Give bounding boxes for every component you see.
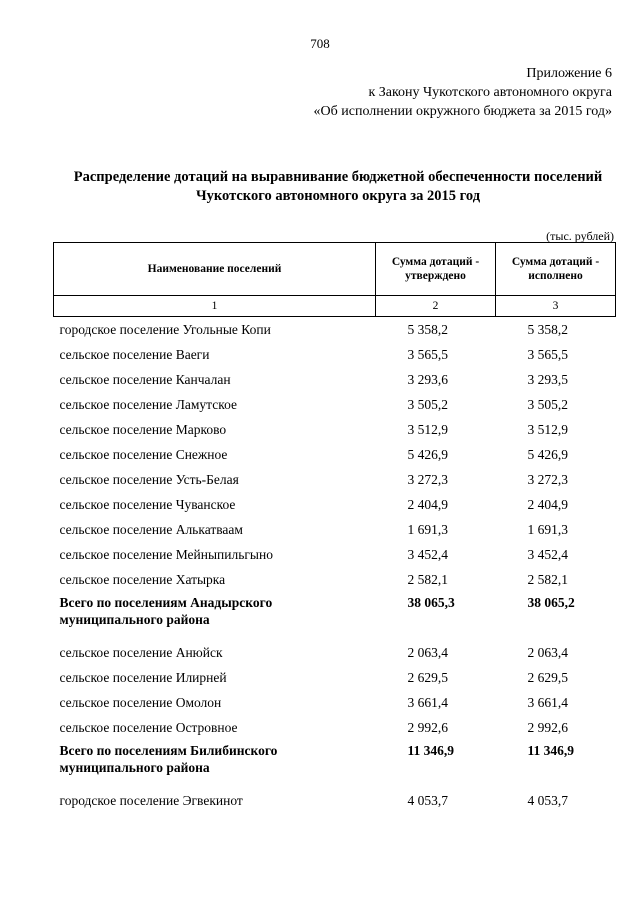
table-row [54, 442, 616, 467]
table-row [54, 715, 616, 740]
executed-amount: 2 404,9 [527, 496, 568, 512]
approved-amount: 11 346,9 [407, 743, 455, 758]
executed-amount: 3 512,9 [527, 421, 568, 437]
header-approved: Сумма дотаций - утверждено [376, 243, 496, 296]
table-row [54, 492, 616, 517]
table-row [54, 788, 616, 813]
title-line-1: Распределение дотаций на выравнивание бюджетной обеспеченности поселений [73, 169, 603, 185]
approved-amount: 5 426,9 [407, 446, 448, 462]
document-title [40, 168, 636, 206]
settlement-name: сельское поселение Снежное [59, 446, 228, 462]
approved-amount: 3 505,2 [407, 396, 448, 412]
approved-amount: 2 629,5 [407, 669, 448, 685]
executed-amount: 3 565,5 [527, 346, 568, 362]
settlement-name: Всего по поселениям Билибинского муниципального района [59, 743, 278, 775]
column-number-3: 3 [496, 296, 616, 317]
title-line-2: Чукотского автономного округа за 2015 год [195, 188, 481, 204]
approved-amount: 3 512,9 [407, 421, 448, 437]
executed-amount: 2 992,6 [527, 719, 568, 735]
table-row [54, 392, 616, 417]
header-executed: Сумма дотаций - исполнено [496, 243, 616, 296]
approved-amount: 5 358,2 [407, 321, 448, 337]
table-body [54, 317, 616, 814]
appendix-line-3: «Об исполнении окружного бюджета за 2015 год» [313, 104, 612, 119]
approved-amount: 2 063,4 [407, 644, 448, 660]
table-row [54, 342, 616, 367]
approved-amount: 3 293,6 [407, 371, 448, 387]
settlement-name: сельское поселение Анюйск [59, 644, 223, 660]
column-number-1: 1 [54, 296, 376, 317]
approved-amount: 3 565,5 [407, 346, 448, 362]
units-note: (тыс. рублей) [546, 229, 614, 243]
executed-amount: 1 691,3 [527, 521, 568, 537]
table-row [54, 542, 616, 567]
section-spacer [54, 628, 616, 640]
approved-amount: 4 053,7 [407, 792, 448, 808]
table-total-row [54, 740, 616, 776]
page-number: 708 [310, 36, 330, 51]
settlement-name: сельское поселение Усть-Белая [59, 471, 239, 487]
spacer-cell [54, 628, 616, 640]
executed-amount: 2 629,5 [527, 669, 568, 685]
executed-amount: 2 582,1 [527, 571, 568, 587]
settlement-name: сельское поселение Хатырка [59, 571, 226, 587]
table-row [54, 367, 616, 392]
table-row [54, 665, 616, 690]
table-row [54, 417, 616, 442]
settlement-name: городское поселение Эгвекинот [59, 792, 243, 808]
approved-amount: 2 404,9 [407, 496, 448, 512]
table-row [54, 317, 616, 343]
settlement-name: сельское поселение Марково [59, 421, 227, 437]
approved-amount: 1 691,3 [407, 521, 448, 537]
column-number-row [54, 296, 616, 317]
table-row [54, 640, 616, 665]
settlement-name: Всего по поселениям Анадырского муниципального района [59, 595, 273, 627]
table-header-row [54, 243, 616, 296]
approved-amount: 3 452,4 [407, 546, 448, 562]
table-row [54, 517, 616, 542]
settlement-name: городское поселение Угольные Копи [59, 321, 271, 337]
approved-amount: 38 065,3 [407, 595, 455, 610]
executed-amount: 3 293,5 [527, 371, 568, 387]
approved-amount: 2 582,1 [407, 571, 448, 587]
appendix-line-2: к Закону Чукотского автономного округа [368, 85, 612, 100]
executed-amount: 11 346,9 [527, 743, 575, 758]
spacer-cell [54, 776, 616, 788]
settlement-name: сельское поселение Канчалан [59, 371, 231, 387]
table-total-row [54, 592, 616, 628]
settlement-name: сельское поселение Чуванское [59, 496, 236, 512]
settlement-name: сельское поселение Илирней [59, 669, 227, 685]
executed-amount: 4 053,7 [527, 792, 568, 808]
header-name: Наименование поселений [54, 243, 376, 296]
section-spacer [54, 776, 616, 788]
settlement-name: сельское поселение Островное [59, 719, 238, 735]
executed-amount: 3 661,4 [527, 694, 568, 710]
settlement-name: сельское поселение Мейныпильгыно [59, 546, 273, 562]
table-row [54, 467, 616, 492]
subsidies-table [53, 242, 616, 813]
executed-amount: 3 505,2 [527, 396, 568, 412]
approved-amount: 3 661,4 [407, 694, 448, 710]
executed-amount: 38 065,2 [527, 595, 575, 610]
appendix-line-1: Приложение 6 [526, 66, 612, 81]
appendix-reference [314, 64, 612, 121]
table-row [54, 567, 616, 592]
settlement-name: сельское поселение Омолон [59, 694, 222, 710]
executed-amount: 3 272,3 [527, 471, 568, 487]
settlement-name: сельское поселение Ваеги [59, 346, 210, 362]
column-number-2: 2 [376, 296, 496, 317]
table-row [54, 690, 616, 715]
executed-amount: 2 063,4 [527, 644, 568, 660]
executed-amount: 3 452,4 [527, 546, 568, 562]
approved-amount: 3 272,3 [407, 471, 448, 487]
settlement-name: сельское поселение Ламутское [59, 396, 237, 412]
executed-amount: 5 426,9 [527, 446, 568, 462]
settlement-name: сельское поселение Алькатваам [59, 521, 243, 537]
approved-amount: 2 992,6 [407, 719, 448, 735]
executed-amount: 5 358,2 [527, 321, 568, 337]
